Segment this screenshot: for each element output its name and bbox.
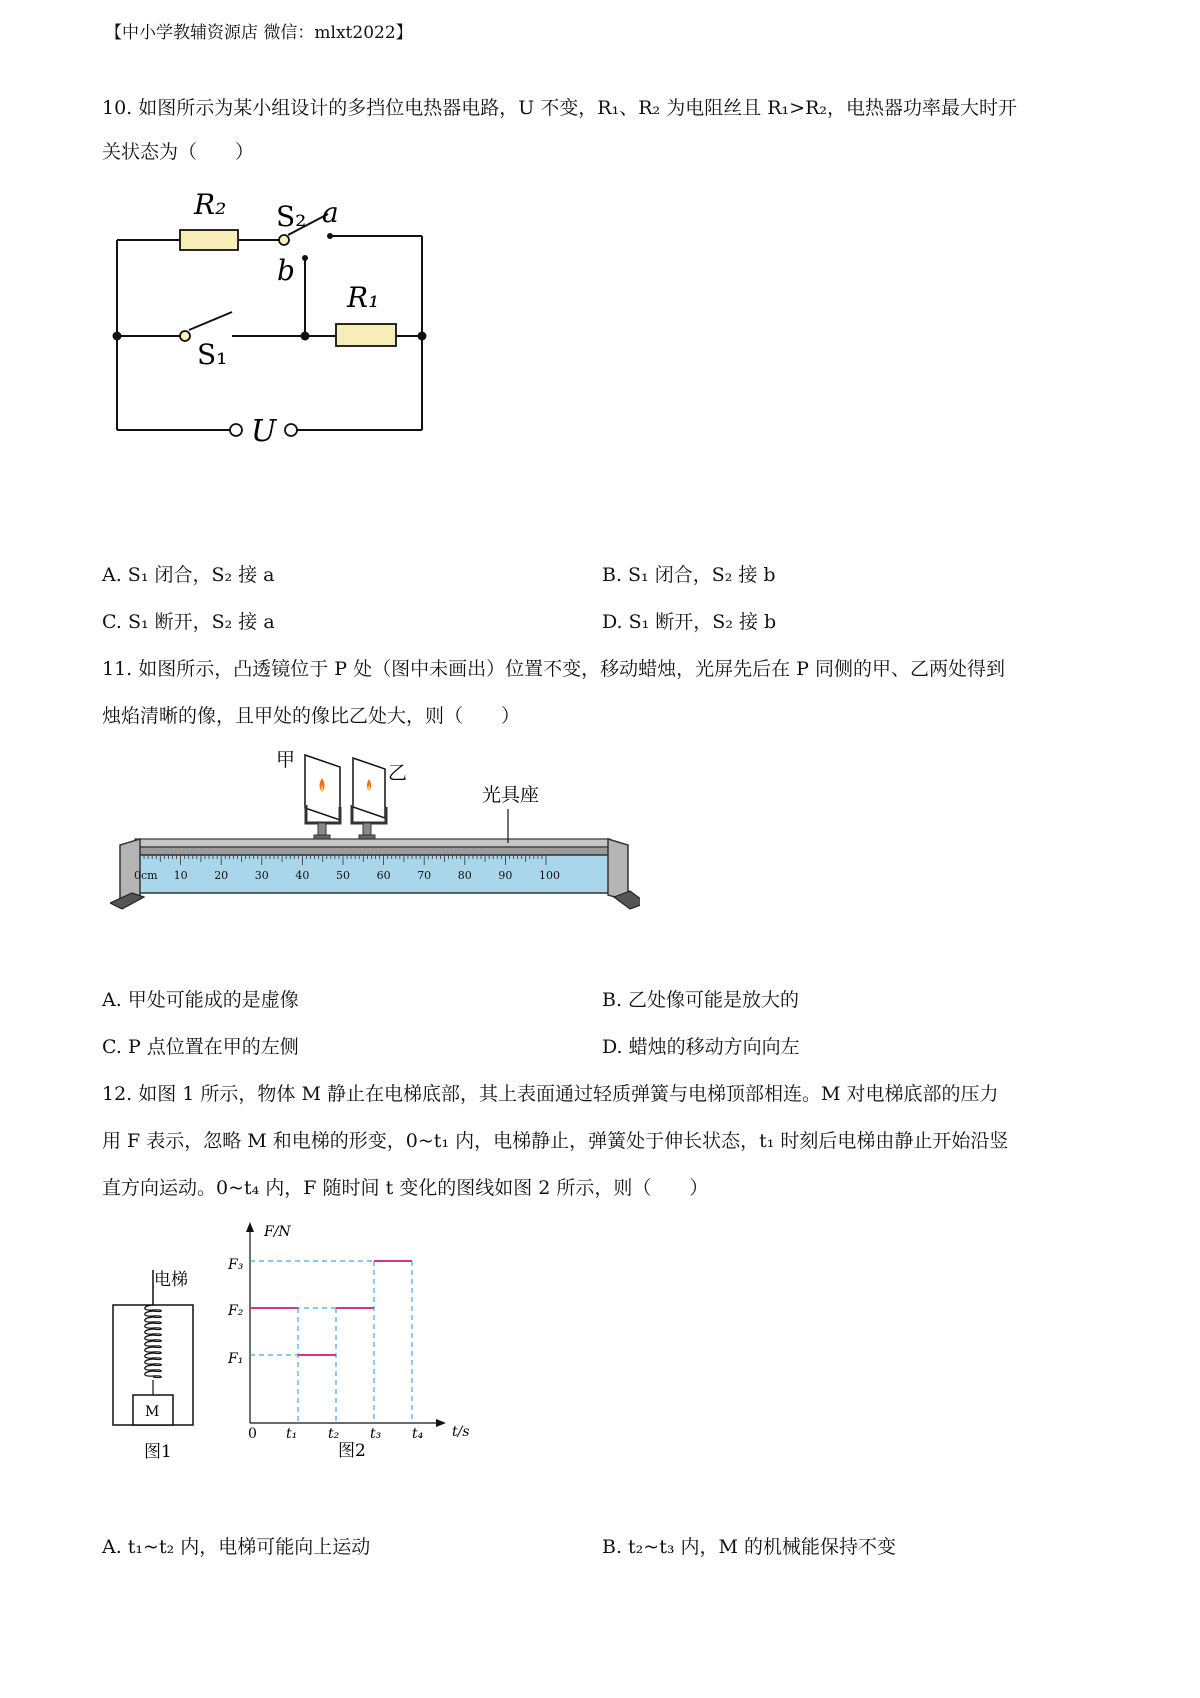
- q10-option-d[interactable]: D. S₁ 断开，S₂ 接 b: [602, 611, 777, 633]
- tick-f2: F₂: [228, 1303, 244, 1319]
- graph-ylabel: F/N: [264, 1224, 291, 1240]
- label-s2: S₂: [276, 200, 307, 233]
- resistor-r2: [180, 230, 238, 250]
- label-b: b: [277, 254, 295, 287]
- q10-option-c[interactable]: C. S₁ 断开，S₂ 接 a: [102, 611, 275, 633]
- screen-jia: [305, 755, 340, 853]
- switch-s1-pivot: [180, 331, 190, 341]
- q12-figure-1-elevator: [108, 1245, 208, 1465]
- tick-t3: t₃: [370, 1426, 382, 1442]
- scale-label: 60: [376, 869, 391, 882]
- q12-stem-line2: 用 F 表示，忽略 M 和电梯的形变，0~t₁ 内，电梯静止，弹簧处于伸长状态，t₁ 时刻后电梯由静止开始沿竖: [102, 1130, 1009, 1152]
- label-u: U: [251, 414, 277, 449]
- caption-fig1: 图1: [144, 1442, 172, 1462]
- scale-label: 40: [295, 869, 310, 882]
- terminal-left: [230, 424, 242, 436]
- page-header: 【中小学教辅资源店 微信：mlxt2022】: [105, 23, 413, 43]
- graph-xlabel: t/s: [452, 1424, 470, 1440]
- q12-option-b[interactable]: B. t₂~t₃ 内，M 的机械能保持不变: [602, 1536, 896, 1558]
- q12-figure-2-force-time-graph: [220, 1218, 490, 1468]
- tick-f3: F₃: [228, 1257, 244, 1273]
- q12-stem-line1: 12. 如图 1 所示，物体 M 静止在电梯底部，其上表面通过轻质弹簧与电梯顶部相连。M 对电梯底部的压力: [102, 1083, 999, 1105]
- q10-stem-line2: 关状态为（ ）: [102, 141, 255, 163]
- resistor-r1: [336, 324, 396, 346]
- q11-option-c[interactable]: C. P 点位置在甲的左侧: [102, 1036, 299, 1058]
- terminal-right: [285, 424, 297, 436]
- label-s1: S₁: [197, 338, 228, 371]
- scale-label: 0cm: [134, 869, 158, 882]
- label-bench: 光具座: [482, 784, 540, 806]
- label-r1: R₁: [347, 281, 380, 314]
- label-m: M: [145, 1404, 160, 1420]
- tick-t2: t₂: [328, 1426, 340, 1442]
- q12-option-a[interactable]: A. t₁~t₂ 内，电梯可能向上运动: [102, 1536, 371, 1558]
- tick-t1: t₁: [286, 1426, 298, 1442]
- q11-optical-bench-diagram: [110, 745, 640, 925]
- scale-label: 100: [539, 869, 560, 882]
- label-r2: R₂: [194, 190, 227, 221]
- tick-f1: F₁: [228, 1351, 244, 1367]
- graph-origin: 0: [248, 1426, 257, 1442]
- scale-label: 20: [214, 869, 229, 882]
- q10-option-b[interactable]: B. S₁ 闭合，S₂ 接 b: [602, 564, 776, 586]
- scale-label: 90: [498, 869, 513, 882]
- label-a: a: [322, 196, 339, 229]
- label-yi: 乙: [388, 762, 408, 784]
- scale-label: 10: [173, 869, 188, 882]
- label-jia: 甲: [276, 749, 296, 771]
- q12-stem-line3: 直方向运动。0~t₄ 内，F 随时间 t 变化的图线如图 2 所示，则（ ）: [102, 1177, 709, 1199]
- scale-label: 50: [336, 869, 350, 882]
- force-time-plot: [246, 1222, 446, 1427]
- q11-stem-line2: 烛焰清晰的像，且甲处的像比乙处大，则（ ）: [102, 705, 521, 727]
- switch-s2-pivot: [279, 235, 289, 245]
- q11-option-b[interactable]: B. 乙处像可能是放大的: [602, 989, 800, 1011]
- tick-t4: t₄: [412, 1426, 424, 1442]
- scale-label: 80: [457, 869, 472, 882]
- label-elevator: 电梯: [154, 1270, 188, 1290]
- q11-option-a[interactable]: A. 甲处可能成的是虚像: [102, 989, 299, 1011]
- q11-stem-line1: 11. 如图所示，凸透镜位于 P 处（图中未画出）位置不变，移动蜡烛，光屏先后在 P 同侧的甲、乙两处得到: [102, 658, 1005, 680]
- q10-option-a[interactable]: A. S₁ 闭合，S₂ 接 a: [102, 564, 275, 586]
- scale-label: 70: [417, 869, 432, 882]
- scale-label: 30: [254, 869, 269, 882]
- q11-option-d[interactable]: D. 蜡烛的移动方向向左: [602, 1036, 800, 1058]
- q10-stem-line1: 10. 如图所示为某小组设计的多挡位电热器电路，U 不变，R₁、R₂ 为电阻丝且 R₁>R₂，电热器功率最大时开: [102, 97, 1017, 119]
- caption-fig2: 图2: [338, 1441, 366, 1461]
- q10-circuit-diagram: [100, 190, 460, 480]
